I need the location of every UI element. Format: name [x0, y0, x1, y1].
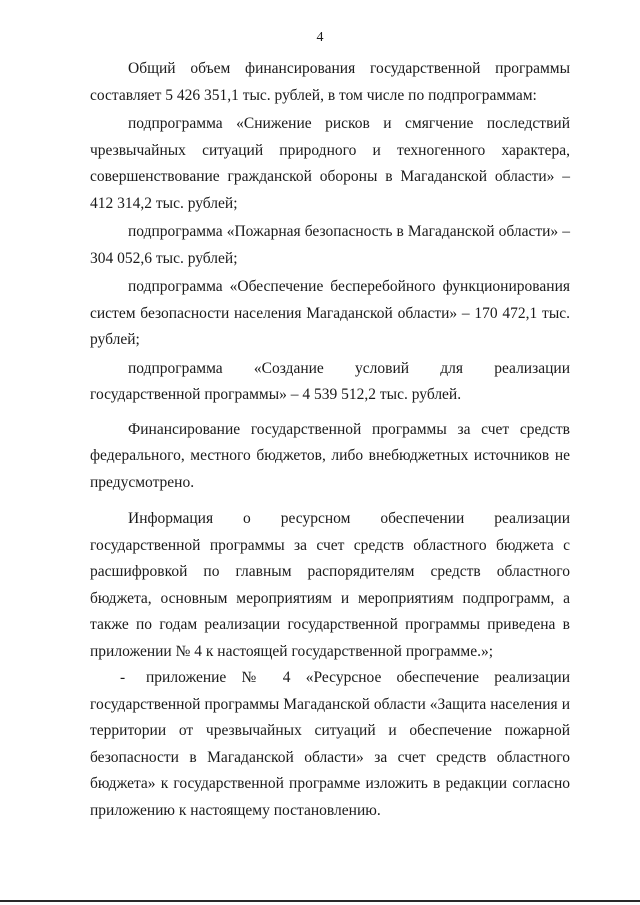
bullet-appendix-4 [90, 665, 570, 824]
paragraph-resource-information: Информация о ресурсном обеспечении реализации государственной программы за счет средств областного бюджета с расшифровкой по главным распорядителям средств областного бюджета, основным мероприятиям и мероприятиям подпрограмм, а также по годам реализации государственной программы приведена в приложении № 4 к настоящей государственной программе.»; [90, 510, 570, 660]
paragraph-other-financing: Финансирование государственной программы за счет средств федерального, местного бюджетов, либо внебюджетных источников не предусмотрено. [90, 420, 570, 491]
bullet-text: приложение № 4 «Ресурсное обеспечение реализации государственной программы Магаданской области «Защита населения и территории от чрезвычайных ситуаций и обеспечение пожарной безопасности в Магаданской области» за счет средств областного бюджета» к государственной программе изложить в редакции согласно приложению к настоящему постановлению. [90, 669, 570, 819]
paragraph-subprogram-safety-systems: подпрограмма «Обеспечение бесперебойного функционирования систем безопасности населения Магаданской области» – 170 472,1 тыс. рублей; [90, 278, 570, 348]
paragraph-subprogram-fire-safety: подпрограмма «Пожарная безопасность в Магаданской области» – 304 052,6 тыс. рублей; [90, 223, 570, 267]
page-number: 4 [316, 30, 324, 45]
bottom-rule [0, 900, 640, 902]
document-body [90, 56, 570, 824]
bullet-marker: - [120, 669, 126, 686]
paragraph-total-funding: Общий объем финансирования государственной программы составляет 5 426 351,1 тыс. рублей, в том числе по подпрограммам: [90, 60, 570, 104]
paragraph-subprogram-implementation: подпрограмма «Создание условий для реализации государственной программы» – 4 539 512,2 тыс. рублей. [90, 359, 570, 403]
paragraph-subprogram-risk-reduction: подпрограмма «Снижение рисков и смягчение последствий чрезвычайных ситуаций природного и техногенного характера, совершенствование гражданской обороны в Магаданской области» – 412 314,2 тыс. рублей; [90, 115, 570, 212]
